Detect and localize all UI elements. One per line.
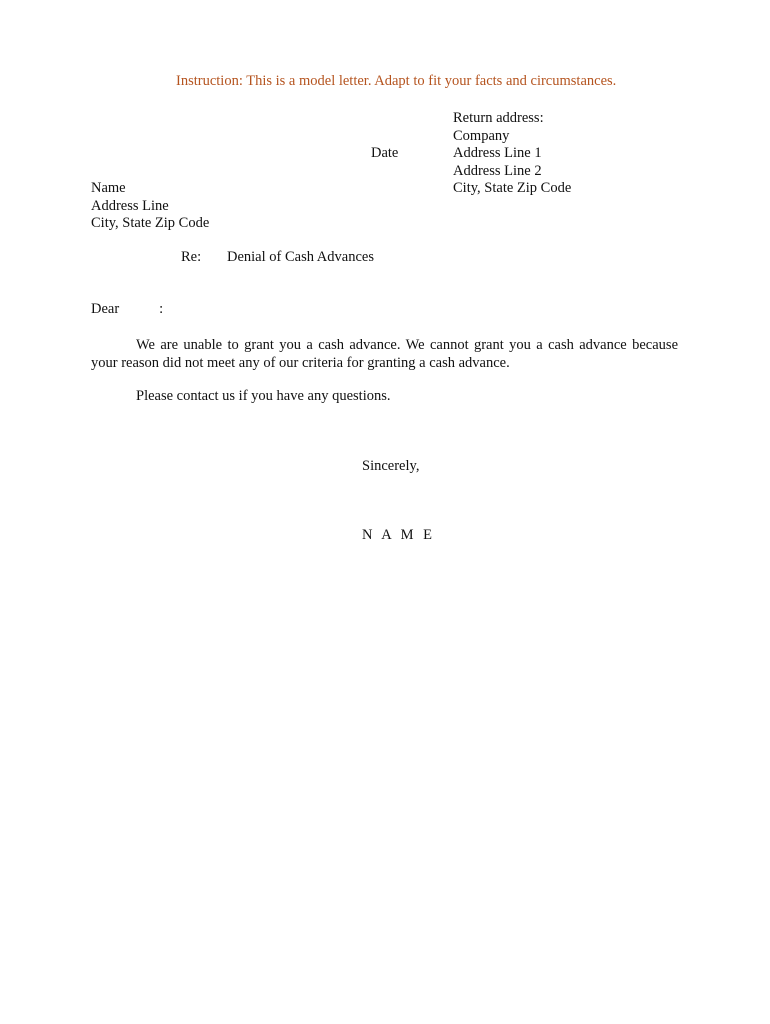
instruction-note: Instruction: This is a model letter. Adapt to fit your facts and circumstances. (176, 73, 617, 89)
salutation (91, 301, 163, 318)
recipient-address-block (91, 180, 209, 233)
signature-name: N A M E (362, 527, 435, 543)
body-paragraph-2: Please contact us if you have any questions. (136, 388, 391, 404)
salutation-colon: : (159, 301, 164, 317)
return-address-line-1: Address Line 1 (453, 145, 542, 161)
recipient-address-line: Address Line (91, 197, 169, 214)
closing: Sincerely, (362, 458, 420, 474)
return-address-heading: Return address: (453, 110, 544, 126)
salutation-greeting: Dear (91, 301, 120, 317)
date-field: Date (371, 145, 399, 161)
return-address-line-2: Address Line 2 (453, 162, 542, 179)
return-address-company: Company (453, 127, 510, 144)
re-subject: Denial of Cash Advances (227, 249, 374, 265)
body-paragraph-1: We are unable to grant you a cash advance. We cannot grant you a cash advance because your reason did not meet any of our criteria for granting a cash advance. (91, 337, 678, 371)
recipient-name: Name (91, 180, 126, 196)
return-address-block (453, 110, 571, 198)
recipient-city-state-zip: City, State Zip Code (91, 215, 210, 231)
return-address-city-state-zip: City, State Zip Code (453, 180, 572, 196)
re-label: Re: (181, 249, 202, 265)
